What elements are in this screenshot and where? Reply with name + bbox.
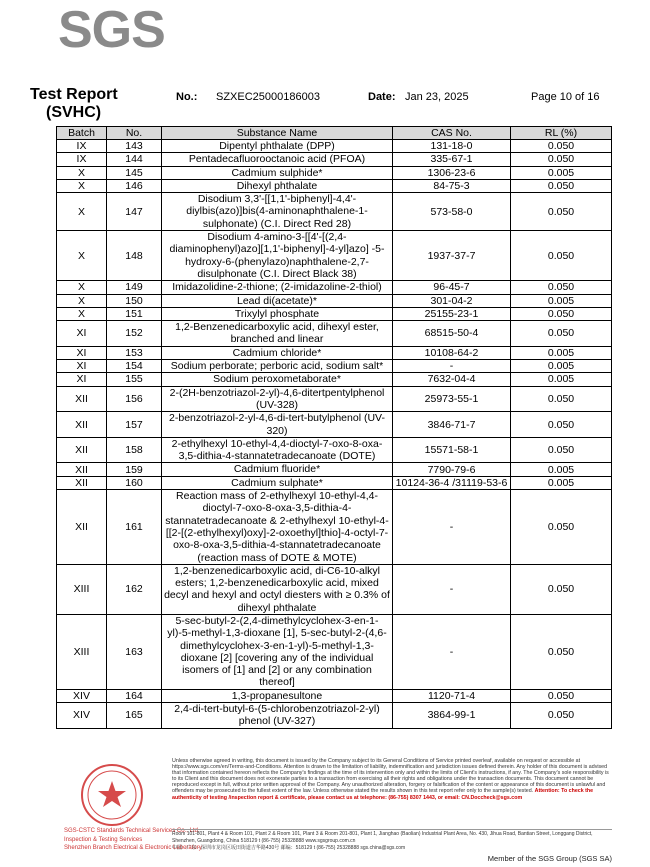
stamp-branch: Shenzhen Branch Electrical & Electronic Laboratory	[64, 845, 202, 851]
sgs-logo-text: SGS	[58, 1, 165, 59]
cell-cas: 7632-04-4	[393, 373, 511, 386]
col-substance: Substance Name	[162, 127, 393, 140]
cell-no: 148	[107, 231, 162, 281]
cell-cas: 84-75-3	[393, 179, 511, 192]
cell-batch: X	[57, 294, 107, 307]
cell-no: 145	[107, 166, 162, 179]
cell-substance: 1,3-propanesultone	[162, 689, 393, 702]
cell-cas: 96-45-7	[393, 281, 511, 294]
table-row	[57, 231, 612, 281]
table-row	[57, 476, 612, 489]
cell-rl: 0.005	[511, 346, 612, 359]
cell-substance: Dipentyl phthalate (DPP)	[162, 140, 393, 153]
cell-no: 164	[107, 689, 162, 702]
cell-no: 159	[107, 463, 162, 476]
disclaimer-text: Unless otherwise agreed in writing, this document is issued by the Company subject to its General Conditions of Service printed overleaf, available on request or accessible at https://www.sgs.com/en/Terms-and-Conditions. Attention is drawn to the limitation of liability, indemnification and jurisdiction issues defined therein. Any holder of this document is advised that information contained hereon reflects the Company's findings at the time of its intervention only and within the limits of Client's instructions, if any. The Company's sole responsibility is to its Client and this document does not exonerate parties to a transaction from exercising all their rights and obligations under the transaction documents. This document cannot be reproduced except in full, without prior written approval of the Company. Any unauthorized alteration, forgery or falsification of the content or appearance of this document is unlawful and offenders may be prosecuted to the fullest extent of the law. Unless otherwise stated the results shown in this test report refer only to the sample(s) tested.	[172, 758, 609, 795]
cell-cas: 15571-58-1	[393, 437, 511, 463]
stamp-service: Inspection & Testing Services	[64, 837, 143, 843]
cell-substance: 5-sec-butyl-2-(2,4-dimethylcyclohex-3-en-1-yl)-5-methyl-1,3-dioxane [1], 5-sec-butyl-2-(4,6-dimethylcyclohex-3-en-1-yl)-5-methyl-1,3-dioxane [2] [covering any of the individual isomers of [1] and [2] or any combination thereof]	[162, 614, 393, 689]
cell-batch: XI	[57, 321, 107, 347]
cell-cas: -	[393, 564, 511, 614]
cell-cas: 7790-79-6	[393, 463, 511, 476]
table-row	[57, 166, 612, 179]
cell-cas: 25155-23-1	[393, 307, 511, 320]
table-row	[57, 193, 612, 231]
cell-rl: 0.005	[511, 360, 612, 373]
cell-rl: 0.005	[511, 373, 612, 386]
cell-cas: 10108-64-2	[393, 346, 511, 359]
report-title: Test Report	[30, 86, 118, 103]
cell-batch: XII	[57, 437, 107, 463]
cell-rl: 0.050	[511, 321, 612, 347]
table-row	[57, 437, 612, 463]
table-row	[57, 689, 612, 702]
cell-substance: Cadmium chloride*	[162, 346, 393, 359]
cell-substance: Cadmium sulphide*	[162, 166, 393, 179]
cell-substance: 2,4-di-tert-butyl-6-(5-chlorobenzotriazol-2-yl) phenol (UV-327)	[162, 703, 393, 729]
cell-batch: X	[57, 307, 107, 320]
cell-no: 153	[107, 346, 162, 359]
cell-batch: XII	[57, 490, 107, 565]
report-date-label: Date:	[368, 91, 396, 103]
cell-rl: 0.050	[511, 689, 612, 702]
page-number: Page 10 of 16	[531, 91, 600, 103]
table-row	[57, 490, 612, 565]
table-row	[57, 346, 612, 359]
cell-no: 151	[107, 307, 162, 320]
cell-rl: 0.050	[511, 231, 612, 281]
cell-no: 144	[107, 153, 162, 166]
cell-no: 149	[107, 281, 162, 294]
cell-cas: -	[393, 360, 511, 373]
report-no-value: SZXEC25000186003	[216, 91, 320, 103]
cell-batch: X	[57, 231, 107, 281]
table-row	[57, 386, 612, 412]
table-row	[57, 412, 612, 438]
cell-no: 161	[107, 490, 162, 565]
cell-cas: 10124-36-4 /31119-53-6	[393, 476, 511, 489]
cell-batch: IX	[57, 140, 107, 153]
table-row	[57, 153, 612, 166]
cell-cas: 301-04-2	[393, 294, 511, 307]
cell-cas: 335-67-1	[393, 153, 511, 166]
cell-batch: XI	[57, 360, 107, 373]
table-body	[57, 140, 612, 729]
cell-substance: Disodium 4-amino-3-[[4'-[(2,4-diaminophenyl)azo][1,1'-biphenyl]-4-yl]azo] -5-hydroxy-6-(phenylazo)naphthalene-2,7-disulphonate (C.I. Direct Black 38)	[162, 231, 393, 281]
table-header-row	[57, 127, 612, 140]
cell-cas: 131-18-0	[393, 140, 511, 153]
cell-no: 165	[107, 703, 162, 729]
table-row	[57, 564, 612, 614]
col-cas: CAS No.	[393, 127, 511, 140]
cell-substance: 2-(2H-benzotriazol-2-yl)-4,6-ditertpentylphenol (UV-328)	[162, 386, 393, 412]
col-no: No.	[107, 127, 162, 140]
cell-batch: XII	[57, 476, 107, 489]
cell-rl: 0.050	[511, 490, 612, 565]
cell-substance: Imidazolidine-2-thione; (2-imidazoline-2-thiol)	[162, 281, 393, 294]
cell-rl: 0.005	[511, 166, 612, 179]
table-row	[57, 281, 612, 294]
table-row	[57, 179, 612, 192]
cell-substance: 2-benzotriazol-2-yl-4,6-di-tert-butylphenol (UV-320)	[162, 412, 393, 438]
cell-no: 162	[107, 564, 162, 614]
cell-substance: 1,2-Benzenedicarboxylic acid, dihexyl ester, branched and linear	[162, 321, 393, 347]
table-row	[57, 360, 612, 373]
cell-substance: 1,2-benzenedicarboxylic acid, di-C6-10-alkyl esters; 1,2-benzenedicarboxylic acid, mixed decyl and hexyl and octyl diesters with ≥ 0.3% of dihexyl phthalate	[162, 564, 393, 614]
cell-cas: 573-58-0	[393, 193, 511, 231]
cell-substance: Trixylyl phosphate	[162, 307, 393, 320]
cell-batch: XIV	[57, 703, 107, 729]
report-no-label: No.:	[176, 91, 198, 103]
cell-rl: 0.005	[511, 294, 612, 307]
cell-cas: 1120-71-4	[393, 689, 511, 702]
cell-rl: 0.050	[511, 386, 612, 412]
cell-rl: 0.050	[511, 179, 612, 192]
cell-no: 143	[107, 140, 162, 153]
cell-substance: Reaction mass of 2-ethylhexyl 10-ethyl-4,4-dioctyl-7-oxo-8-oxa-3,5-dithia-4-stannatetradecanoate & 2-ethylhexyl 10-ethyl-4-[[2-[(2-ethylhexyl)oxy]-2-oxoethyl]thio]-4-octyl-7-oxo-8-oxa-3,5-dithia-4-stannatetradecanoate (reaction mass of DOTE & MOTE)	[162, 490, 393, 565]
cell-batch: XII	[57, 386, 107, 412]
cell-substance: Dihexyl phthalate	[162, 179, 393, 192]
table-row	[57, 307, 612, 320]
cell-substance: Sodium perborate; perboric acid, sodium salt*	[162, 360, 393, 373]
cell-rl: 0.050	[511, 564, 612, 614]
cell-no: 150	[107, 294, 162, 307]
cell-no: 156	[107, 386, 162, 412]
cell-batch: XIV	[57, 689, 107, 702]
report-subtitle: (SVHC)	[46, 104, 102, 121]
cell-batch: X	[57, 179, 107, 192]
cell-batch: XIII	[57, 614, 107, 689]
cell-substance: Cadmium fluoride*	[162, 463, 393, 476]
col-batch: Batch	[57, 127, 107, 140]
cell-cas: 68515-50-4	[393, 321, 511, 347]
cell-substance: 2-ethylhexyl 10-ethyl-4,4-dioctyl-7-oxo-8-oxa-3,5-dithia-4-stannatetradecanoate (DOTE)	[162, 437, 393, 463]
cell-no: 147	[107, 193, 162, 231]
cell-no: 155	[107, 373, 162, 386]
cell-no: 152	[107, 321, 162, 347]
cell-rl: 0.050	[511, 437, 612, 463]
cell-cas: -	[393, 614, 511, 689]
table-row	[57, 294, 612, 307]
cell-batch: X	[57, 166, 107, 179]
cell-substance: Pentadecafluorooctanoic acid (PFOA)	[162, 153, 393, 166]
cell-batch: IX	[57, 153, 107, 166]
cell-rl: 0.005	[511, 476, 612, 489]
table-row	[57, 140, 612, 153]
report-date-value: Jan 23, 2025	[405, 91, 469, 103]
table-row	[57, 321, 612, 347]
svhc-table	[56, 126, 612, 729]
footer-disclaimer	[172, 758, 612, 801]
cell-cas: 3846-71-7	[393, 412, 511, 438]
cell-no: 158	[107, 437, 162, 463]
cell-rl: 0.050	[511, 153, 612, 166]
cell-no: 160	[107, 476, 162, 489]
cell-cas: -	[393, 490, 511, 565]
cell-rl: 0.050	[511, 412, 612, 438]
cell-no: 157	[107, 412, 162, 438]
footer-address	[172, 829, 612, 852]
cell-no: 154	[107, 360, 162, 373]
cell-rl: 0.050	[511, 281, 612, 294]
cell-batch: XIII	[57, 564, 107, 614]
cell-batch: XII	[57, 412, 107, 438]
cell-batch: XII	[57, 463, 107, 476]
cell-cas: 1937-37-7	[393, 231, 511, 281]
attention-text: Attention: To check the authenticity of testing /inspection report & certificate, please contact us at telephone: (86-755) 8307 1443, or email: CN.Doccheck@sgs.com	[172, 788, 594, 801]
stamp-company: SGS-CSTC Standards Technical Services Co., Ltd.	[64, 828, 200, 834]
cell-batch: X	[57, 281, 107, 294]
cell-rl: 0.050	[511, 193, 612, 231]
sgs-logo	[58, 1, 166, 59]
cell-batch: XI	[57, 346, 107, 359]
cell-batch: XI	[57, 373, 107, 386]
cell-rl: 0.050	[511, 140, 612, 153]
cell-no: 146	[107, 179, 162, 192]
cell-substance: Cadmium sulphate*	[162, 476, 393, 489]
sgs-member-note: Member of the SGS Group (SGS SA)	[487, 854, 612, 863]
cell-cas: 3864-99-1	[393, 703, 511, 729]
table-row	[57, 463, 612, 476]
cell-no: 163	[107, 614, 162, 689]
cell-rl: 0.005	[511, 463, 612, 476]
cell-batch: X	[57, 193, 107, 231]
cell-rl: 0.050	[511, 614, 612, 689]
cell-cas: 1306-23-6	[393, 166, 511, 179]
address-cn: 中国 · 广东 · 深圳市龙岗区坂田街道吉华路430号 邮编：518129 t (86-755) 25328888 sgs.china@sgs.com	[172, 845, 406, 851]
sgs-seal-stamp	[60, 757, 165, 835]
col-rl: RL (%)	[511, 127, 612, 140]
cell-substance: Disodium 3,3'-[[1,1'-biphenyl]-4,4'-diylbis(azo)]bis(4-aminonaphthalene-1-sulphonate) (C.I. Direct Red 28)	[162, 193, 393, 231]
table-row	[57, 373, 612, 386]
table-row	[57, 703, 612, 729]
table-row	[57, 614, 612, 689]
cell-cas: 25973-55-1	[393, 386, 511, 412]
cell-substance: Lead di(acetate)*	[162, 294, 393, 307]
address-en: Room 101-801, Plant 4 & Room 101, Plant 2 & Room 101, Plant 3 & Room 201-801, Plant 1, Jianghao (Baolian) Industrial Plant Area, No. 430, Jihua Road, Bantian Street, Longgang District, Shenzhen, Guangdong, China 518129 t (86-755) 25328888 www.sgsgroup.com.cn	[172, 831, 593, 844]
cell-rl: 0.050	[511, 307, 612, 320]
cell-substance: Sodium peroxometaborate*	[162, 373, 393, 386]
cell-rl: 0.050	[511, 703, 612, 729]
